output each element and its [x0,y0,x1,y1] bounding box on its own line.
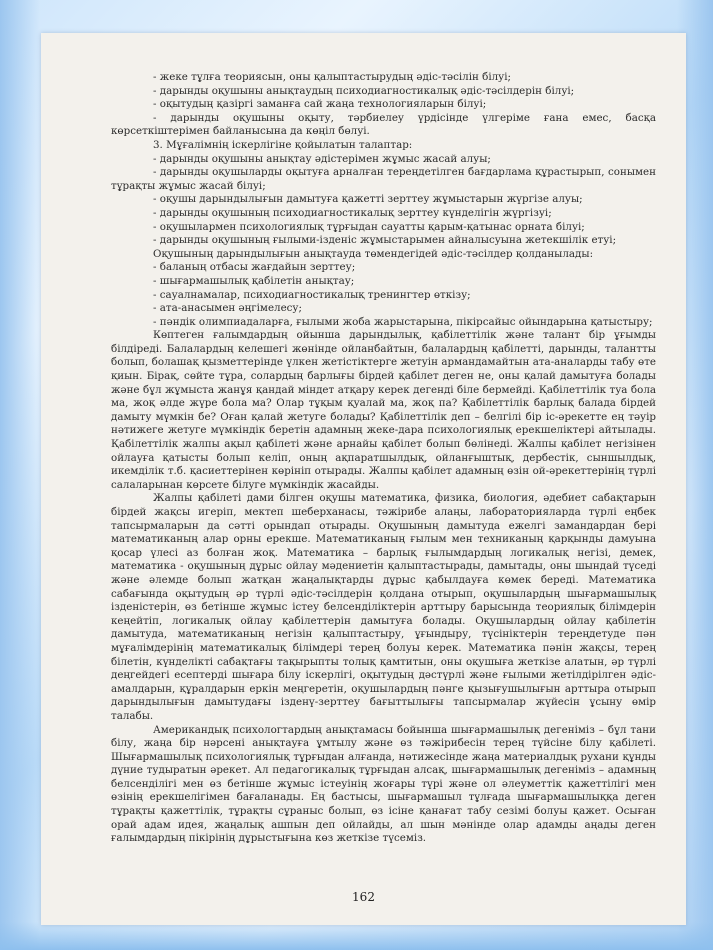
document-page [41,33,686,925]
background-glow-left [0,0,40,950]
paragraph-abilities: Көптеген ғалымдардың ойынша дарындылық, қабілеттілік және талант бір ұғымды білдіреді. Балалардың келешегі жөнінде ойланбайтын, балалардың қабілетті, дарынды, талантты болып, болашақ қызметтерінде үлкен жетістіктерге жетуін армандамайтын ата-аналарды табу өте қиын. Бірақ, сөйте тұра, солардың барлығы бірдей қабілет деген не, оны қалай дамытуға болады және бұл жұмыста жанұя қандай міндет атқару керек дегенді біле бермейді. Қабілеттілік туа бола ма, жоқ әлде жүре бола ма? Олар тұқым қуалай ма, жоқ па? Қабілеттілік барлық балада бірдей дамыту мүмкін бе? Оған қалай жетуге болады? Қабілеттілік деп – белгілі бір іс-әрекетте ең тәуір нәтижеге жетуге мүмкіндік беретін адамның жеке-дара психологиялық ерекшеліктері айтылады. Қабілеттілік жалпы ақыл қабілеті және арнайы қабілет болып бөлінеді. Жалпы қабілет негізінен ойлауға қатысты болып келіп, оның ақпаратшылдық, ойланғыштық, дербестік, сыншылдық, икемділік т.б. қасиеттерінен көрініп отырады. Жалпы қабілет адамның өзін ой-әрекеттерінің түрлі салаларынан көрсете білуге мүмкіндік жасайды. [111,329,656,491]
list-item: - сауалнамалар, психодиагностикалық тренингтер өткізу; [153,288,471,301]
list-item: - дарынды оқушыны оқыту, тәрбиелеу үрдісінде үлгеріме ғана емес, басқа көрсеткіштерімен байланысына да көңіл бөлуі. [111,111,656,138]
paragraph-mathematics: Жалпы қабілеті дами білген оқушы математика, физика, биология, әдебиет сабақтарын бірдей жақсы игеріп, мектеп шеберханасы, тәжірибе алаңы, лабораторияларда түрлі еңбек тапсырмаларын да сәтті орындап отырады. Оқушының дамытуда ежелгі замандардан бері математиканың алар орны ерекше. Математиканың ғылым мен техниканың қарқынды дамуына қосар үлесі аз болған жоқ. Математика – барлық ғылымдардың логикалық негізі, демек, математика - оқушының дұрыс ойлау мәдениетін қалыптастырады, дамытады, оны шындай түседі және әлемде болып жатқан жаңалықтарды дұрыс қабылдауға көмек береді. Математика сабағында оқытудың әр түрлі әдіс-тәсілдерін қолдана отырып, оқушылардың шығармашылық ізденістерін, өз бетінше жұмыс істеу белсенділіктерін арттыру барысында теориялық білімдерін кеңейтіп, логикалық ойлау қабілеттерін дамытуға болады. Оқушылардың ойлау қабілетін дамытуда, математиканың негізін қалыптастыру, ұғындыру, түсініктерін тереңдетуде пән мұғалімдерінің математикалық білімдері терең болуы керек. Математика пәнін жақсы, терең білетін, күнделікті сабақтағы тақырыпты толық қамтитын, оны оқушыға жеткізе алатын, әр түрлі деңгейдегі есептерді шығара білу іскерлігі, оқытудың дәстүрлі және ғылыми жетілдірілген әдіс-амалдарын, құралдарын еркін меңгеретін, оқушылардың пәнге қызығушылығын арттыра отырып дарындылығын дамытудағы ізденү-зерттеу бағыттылығы тапсырмалар жүйесін ұсыну өмір талабы. [111,492,656,722]
list-item: - ата-анасымен әңгімелесу; [153,302,302,315]
list-item: - баланың отбасы жағдайын зерттеу; [153,261,356,274]
paragraph-creativity: Американдық психологтардың анықтамасы бойынша шығармашылық дегеніміз – бұл тани білу, жаңа бір нәрсені анықтауға ұмтылу және өз тәжірибесін терең түйсіне білу қабілеті. Шығармашылық психологиялық тұрғыдан алғанда, нәтижесінде жаңа материалдық рухани құнды дүние тудыратын әрекет. Ал педагогикалық тұрғыдан алсақ, шығармашылық дегеніміз – адамның белсенділігі мен өз бетінше жұмыс істеуінің жоғары түрі және ол әлеуметтік қажеттілігі мен өзінің ерекшелігімен бағаланады. Ең бастысы, шығармашыл тұлғада шығармашылыққа деген тұрақты қажеттілік, тұрақты сұраныс болып, өз ісіне қанағат табу сезімі болуы қажет. Осыған орай адам идея, жаңалық ашпын деп ойлайды, ал шын мәнінде олар адамды аңады деген ғалымдардың пікірінің дұрыстығына көз жеткізе түсеміз. [111,723,656,845]
list-item: - оқытудың қазіргі заманға сай жаңа технологияларын білуі; [153,98,487,111]
list-item: - пәндік олимпиадаларға, ғылыми жоба жарыстарына, пікірсайыс ойындарына қатыстыру; [153,315,653,328]
list-item: - дарынды оқушының ғылыми-ізденіс жұмыстарымен айналысуына жетекшілік етуі; [153,234,617,247]
list-item: - оқушылармен психологиялық тұрғыдан сауатты қарым-қатынас орната білуі; [153,220,585,233]
page-text [111,71,656,846]
methods-heading: Оқушының дарындылығын анықтауда төмендегідей әдіс-тәсілдер қолданылады: [153,247,594,260]
list-item: - оқушы дарындылығын дамытуға қажетті зерттеу жұмыстарын жүргізе алуы; [153,193,583,206]
list-item: - дарынды оқушыны анықтау әдістерімен жұмыс жасай алуы; [153,152,491,165]
list-item: - дарынды оқушының психодиагностикалық зерттеу күнделігін жүргізуі; [153,206,552,219]
section-heading: 3. Мұғалімнің іскерлігіне қойылатын талаптар: [153,138,413,151]
list-item: - шығармашылық қабілетін анықтау; [153,274,355,287]
list-item: - дарынды оқушыны анықтаудың психодиагностикалық әдіс-тәсілдерін білуі; [153,84,575,97]
list-item: - жеке тұлға теориясын, оны қалыптастырудың әдіс-тәсілін білуі; [153,71,511,83]
page-number: 162 [352,890,375,904]
list-item: - дарынды оқушыларды оқытуға арналған тереңдетілген бағдарлама құрастырып, сонымен тұрақты жұмыс жасай білуі; [111,166,656,192]
background-glow-bottom [0,922,713,950]
